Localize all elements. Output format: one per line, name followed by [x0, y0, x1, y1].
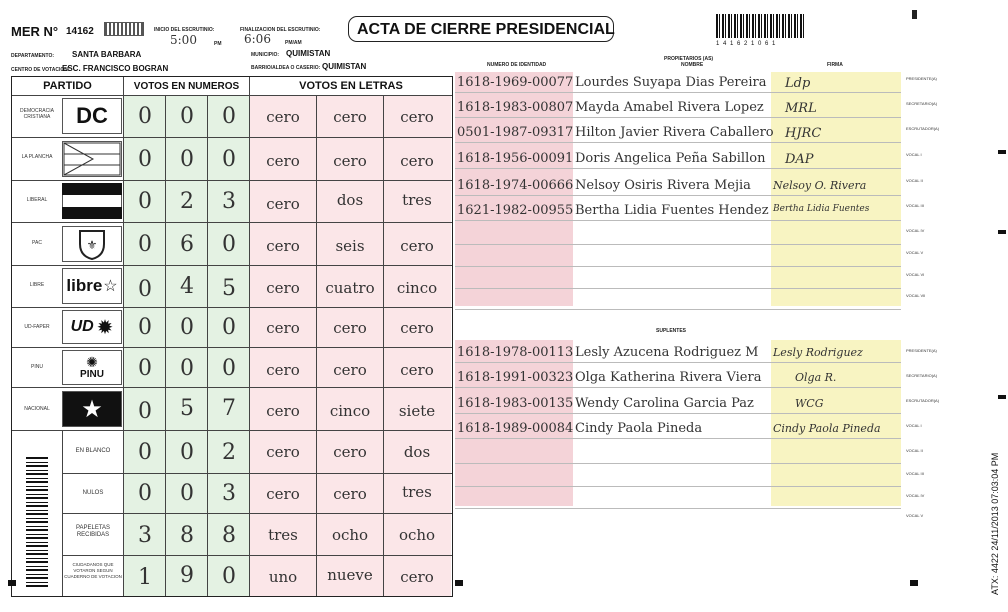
- propietario-row-empty: [455, 270, 901, 289]
- role-label: VOCAL V: [906, 513, 924, 518]
- col-partido: PARTIDO: [43, 80, 92, 92]
- nombre-label: NOMBRE: [681, 62, 704, 68]
- libre-logo: [62, 268, 122, 304]
- col-numeros: VOTOS EN NUMEROS: [133, 81, 240, 92]
- dc-logo: [62, 98, 122, 134]
- sun-icon: ✹: [96, 316, 114, 339]
- propietario-row-empty: [455, 248, 901, 267]
- summary-label: NULOS: [82, 490, 104, 496]
- timing-mark: [998, 230, 1006, 234]
- nacional-logo: [62, 391, 122, 427]
- pac-shield-icon: [77, 228, 107, 260]
- propietario-signature: HJRC: [785, 126, 822, 141]
- vote-digit: 6: [180, 232, 194, 257]
- pinu-emblem-icon: ✺: [86, 354, 98, 370]
- vote-digit: 0: [180, 104, 194, 129]
- side-barcode: [26, 457, 48, 587]
- suplente-signature: Cindy Paola Pineda: [773, 422, 881, 435]
- vote-digit: 5: [222, 276, 236, 301]
- vote-digit: 0: [222, 147, 236, 172]
- vote-digit: 0: [138, 481, 152, 506]
- suplente-name: Lesly Azucena Rodriguez M: [575, 345, 759, 360]
- title-box: [348, 16, 614, 42]
- ud-logo-text: UD: [70, 318, 94, 335]
- timing-mark: [910, 580, 918, 586]
- propietario-row-empty: [455, 291, 901, 310]
- departamento-label: DEPARTAMENTO:: [11, 53, 55, 59]
- vote-digit: 3: [222, 189, 236, 214]
- propietario-signature: Nelsoy O. Rivera: [773, 179, 867, 192]
- vote-digit: 2: [180, 189, 194, 214]
- suplente-row: [455, 369, 901, 388]
- party-name: PINU: [31, 364, 43, 370]
- vote-word: cuatro: [325, 279, 375, 297]
- suplentes-label: SUPLENTES: [656, 328, 687, 334]
- party-row: [12, 266, 452, 307]
- header: [0, 0, 1008, 76]
- party-name: NACIONAL: [24, 406, 50, 412]
- role-label: VOCAL I: [906, 152, 922, 157]
- corner-mark: [912, 10, 917, 19]
- suplente-signature: Lesly Rodriguez: [773, 346, 863, 359]
- vote-word: ocho: [398, 526, 436, 544]
- vote-digit: 0: [222, 104, 236, 129]
- stamp-text: ATX: 4422 24/11/2013 07:03:04 PM: [990, 452, 1000, 595]
- firma-label: FIRMA: [827, 62, 843, 68]
- vote-digit: 0: [138, 104, 152, 129]
- vote-digit: 9: [180, 563, 194, 588]
- vote-word: cero: [333, 443, 367, 461]
- vote-digit: 0: [138, 399, 152, 424]
- vote-digit: 0: [222, 564, 236, 589]
- vote-word: cero: [266, 485, 300, 503]
- finalizacion-ampm: PM/AM: [285, 40, 302, 46]
- vote-digit: 1: [138, 565, 152, 590]
- libre-logo-text: libre: [66, 276, 103, 295]
- propietario-name: Bertha Lidia Fuentes Hendez: [575, 203, 769, 218]
- propietario-row: [455, 74, 901, 93]
- party-row: [12, 181, 452, 222]
- propietario-row: [455, 99, 901, 118]
- inicio-label: INICIO DEL ESCRUTINIO:: [154, 27, 215, 33]
- plancha-logo: [62, 141, 122, 177]
- party-name: LIBRE: [29, 282, 45, 288]
- suplente-id: 1618-1983-00135: [457, 396, 574, 411]
- suplente-row-empty: [455, 445, 901, 464]
- barrio-label: BARRIO/ALDEA O CASERIO:: [251, 65, 321, 71]
- suplente-row: [455, 395, 901, 414]
- propietario-row: [455, 150, 901, 169]
- vote-word: dos: [403, 443, 431, 461]
- party-row: [12, 308, 452, 347]
- liberal-logo: [62, 183, 122, 219]
- vote-digit: 0: [222, 315, 236, 340]
- vote-digit: 0: [180, 440, 194, 465]
- liberal-stripe: [62, 195, 122, 207]
- propietario-signature: MRL: [785, 101, 817, 116]
- tse-logo: [104, 22, 144, 36]
- barcode: [716, 14, 806, 38]
- vote-word: cero: [333, 361, 367, 379]
- role-label: VOCAL IV: [906, 493, 925, 498]
- propietario-signature: Ldp: [785, 76, 811, 91]
- vote-word: dos: [336, 191, 364, 209]
- propietario-name: Doris Angelica Peña Sabillon: [575, 151, 766, 166]
- inicio-value: 5:00: [170, 33, 197, 47]
- propietario-signature: DAP: [785, 152, 814, 167]
- vote-digit: 8: [180, 523, 194, 548]
- vote-digit: 0: [180, 315, 194, 340]
- role-label: PRESIDENTE(A): [906, 76, 937, 81]
- role-label: VOCAL IV: [906, 228, 925, 233]
- party-row: [12, 96, 452, 137]
- propietario-id: 0501-1987-09317: [457, 125, 574, 140]
- summary-label: EN BLANCO: [75, 448, 111, 454]
- suplente-id: 1618-1991-00323: [457, 370, 574, 385]
- vote-word: tres: [402, 191, 432, 209]
- municipio-value: QUIMISTAN: [286, 49, 331, 58]
- role-label: VOCAL VII: [906, 293, 926, 298]
- centro-label: CENTRO DE VOTACION:: [11, 67, 70, 73]
- suplente-row-empty: [455, 490, 901, 509]
- propietario-name: Lourdes Suyapa Dias Pereira: [575, 75, 767, 90]
- role-label: VOCAL VI: [906, 272, 925, 277]
- vote-word: cero: [333, 108, 367, 126]
- vote-digit: 0: [138, 440, 152, 465]
- plancha-flag-icon: [63, 142, 121, 176]
- party-row: [12, 388, 452, 430]
- party-name: UD-FAPER: [24, 324, 50, 330]
- role-label: PRESIDENTE(A): [906, 348, 937, 353]
- propietario-id: 1618-1983-00807: [457, 100, 574, 115]
- pac-logo: [62, 226, 122, 262]
- timing-mark: [998, 395, 1006, 399]
- suplente-signature: WCG: [795, 397, 824, 410]
- role-label: VOCAL III: [906, 203, 924, 208]
- mer-number: 14162: [66, 26, 94, 37]
- vote-word: cero: [266, 361, 300, 379]
- propietarios-label: PROPIETARIOS (AS): [664, 56, 714, 62]
- propietario-row: [455, 177, 901, 196]
- role-label: ESCRUTADOR(A): [906, 126, 940, 131]
- vote-word: cinco: [396, 279, 438, 297]
- departamento-value: SANTA BARBARA: [72, 50, 142, 59]
- suplente-id: 1618-1978-00113: [457, 345, 574, 360]
- party-name: DEMOCRACIA CRISTIANA: [20, 108, 54, 120]
- vote-digit: 0: [222, 232, 236, 257]
- vote-digit: 0: [138, 189, 152, 214]
- propietario-id: 1618-1974-00666: [457, 178, 574, 193]
- summary-label: CIUDADANOS QUE VOTARON SEGUN CUADERNO DE VOTACION: [64, 562, 122, 579]
- page-title: ACTA DE CIERRE PRESIDENCIAL: [357, 21, 615, 38]
- role-label: VOCAL I: [906, 423, 922, 428]
- suplente-row: [455, 420, 901, 439]
- role-label: VOCAL II: [906, 178, 923, 183]
- finalizacion-label: FINALIZACION DEL ESCRUTINIO:: [240, 27, 321, 33]
- vote-word: cero: [266, 108, 300, 126]
- vote-digit: 7: [222, 396, 236, 421]
- role-label: SECRETARIO(A): [906, 373, 938, 378]
- vote-digit: 0: [138, 277, 152, 302]
- vote-word: cero: [333, 319, 367, 337]
- propietario-row: [455, 202, 901, 221]
- star-icon: ★: [81, 395, 103, 423]
- suplente-id: 1618-1989-00084: [457, 421, 574, 436]
- mer-label: MER N°: [11, 24, 59, 39]
- role-label: SECRETARIO(A): [906, 101, 938, 106]
- vote-digit: 0: [222, 356, 236, 381]
- vote-word: cero: [266, 237, 300, 255]
- role-label: ESCRUTADOR(A): [906, 398, 940, 403]
- pinu-logo: [62, 350, 122, 385]
- centro-value: ESC. FRANCISCO BOGRAN: [62, 64, 169, 73]
- summary-row: [12, 556, 452, 596]
- propietario-id: 1621-1982-00955: [457, 203, 574, 218]
- suplente-row: [455, 344, 901, 363]
- vote-word: tres: [268, 526, 298, 544]
- role-label: VOCAL V: [906, 250, 924, 255]
- star-icon: ☆: [103, 278, 118, 295]
- party-name: LA PLANCHA: [21, 154, 53, 160]
- party-row: [12, 138, 452, 180]
- propietario-id: 1618-1956-00091: [457, 151, 574, 166]
- vote-word: cero: [266, 195, 300, 213]
- liberal-stripe: [62, 183, 122, 195]
- summary-label: PAPELETAS RECIBIDAS: [75, 525, 111, 538]
- vote-digit: 0: [180, 147, 194, 172]
- barcode-number: 1 4 1 6 2 1 0 6 1: [716, 41, 777, 47]
- ud-logo: [62, 310, 122, 344]
- vote-digit: 2: [222, 440, 236, 465]
- party-row: [12, 348, 452, 387]
- propietario-name: Hilton Javier Rivera Caballero: [575, 125, 774, 140]
- vote-digit: 4: [180, 274, 194, 299]
- vote-digit: 0: [138, 232, 152, 257]
- vote-digit: 0: [138, 147, 152, 172]
- vote-word: cero: [400, 568, 434, 586]
- numero-identidad-label: NUMERO DE IDENTIDAD: [487, 62, 547, 68]
- svg-text:⚜: ⚜: [86, 238, 98, 252]
- vote-word: cinco: [329, 402, 371, 420]
- liberal-stripe: [62, 207, 122, 219]
- propietario-signature: Bertha Lidia Fuentes: [773, 204, 870, 214]
- vote-digit: 8: [222, 523, 236, 548]
- vote-word: seis: [335, 237, 365, 255]
- vote-digit: 5: [180, 396, 194, 421]
- vote-digit: 3: [222, 481, 236, 506]
- vote-word: cero: [400, 152, 434, 170]
- summary-row: [12, 514, 452, 555]
- vote-word: cero: [400, 361, 434, 379]
- vote-word: siete: [398, 402, 436, 420]
- col-letras: VOTOS EN LETRAS: [299, 80, 403, 92]
- role-label: VOCAL II: [906, 448, 923, 453]
- vote-word: uno: [268, 568, 298, 586]
- vote-word: cero: [266, 152, 300, 170]
- suplente-signature: Olga R.: [795, 371, 837, 384]
- party-name: PAC: [32, 240, 42, 246]
- vote-word: cero: [266, 279, 300, 297]
- propietario-id: 1618-1969-00077: [457, 75, 574, 90]
- finalizacion-value: 6:06: [244, 32, 271, 46]
- vote-digit: 0: [138, 315, 152, 340]
- vote-word: ocho: [331, 526, 369, 544]
- vote-digit: 0: [138, 356, 152, 381]
- inicio-ampm: PM: [214, 41, 222, 47]
- vote-word: cero: [333, 152, 367, 170]
- municipio-label: MUNICIPIO:: [251, 52, 280, 58]
- suplente-name: Cindy Paola Pineda: [575, 421, 703, 436]
- vote-word: cero: [400, 319, 434, 337]
- timing-mark: [455, 580, 463, 586]
- propietario-row-empty: [455, 226, 901, 245]
- vote-word: cero: [266, 402, 300, 420]
- suplente-name: Olga Katherina Rivera Viera: [575, 370, 762, 385]
- suplente-row-empty: [455, 468, 901, 487]
- vote-digit: 0: [180, 481, 194, 506]
- barrio-value: QUIMISTAN: [322, 62, 367, 71]
- vote-digit: 0: [180, 356, 194, 381]
- party-name: LIBERAL: [26, 197, 48, 203]
- propietario-row: [455, 124, 901, 143]
- vote-word: cero: [400, 108, 434, 126]
- role-label: VOCAL III: [906, 471, 924, 476]
- vote-digit: 3: [138, 523, 152, 548]
- vote-word: tres: [402, 483, 432, 501]
- summary-row: [12, 474, 452, 513]
- vote-word: nueve: [327, 566, 373, 584]
- vote-word: cero: [266, 443, 300, 461]
- propietario-name: Nelsoy Osiris Rivera Mejia: [575, 178, 751, 193]
- vote-word: cero: [266, 319, 300, 337]
- dc-logo-text: DC: [76, 103, 108, 128]
- pinu-logo-text: PINU: [80, 369, 104, 380]
- timing-mark: [8, 580, 16, 586]
- summary-row: [12, 431, 452, 473]
- vote-word: cero: [333, 485, 367, 503]
- suplente-name: Wendy Carolina Garcia Paz: [575, 396, 754, 411]
- vote-table: [11, 76, 453, 597]
- timing-mark: [998, 150, 1006, 154]
- vote-word: cero: [400, 237, 434, 255]
- propietario-name: Mayda Amabel Rivera Lopez: [575, 100, 764, 115]
- party-row: [12, 223, 452, 265]
